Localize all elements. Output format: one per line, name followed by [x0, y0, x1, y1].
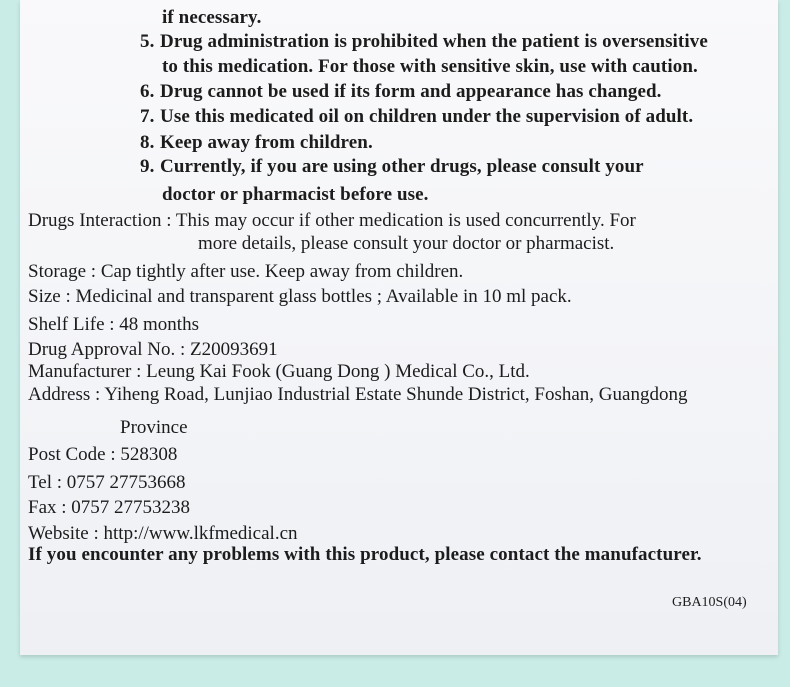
fax: Fax : 0757 27753238	[28, 497, 191, 518]
document-code: GBA10S(04)	[672, 595, 747, 610]
drug-approval-number: Drug Approval No. : Z20093691	[28, 339, 278, 360]
item-text: Keep away from children.	[160, 132, 373, 153]
address: Address : Yiheng Road, Lunjiao Industrial Estate Shunde District, Foshan, Guangdong	[28, 384, 688, 405]
leaflet-paper	[20, 0, 778, 655]
precaution-item-5-cont: to this medication. For those with sensitive skin, use with caution.	[162, 56, 698, 77]
manufacturer: Manufacturer : Leung Kai Fook (Guang Dong ) Medical Co., Ltd.	[28, 361, 530, 382]
shelf-life: Shelf Life : 48 months	[28, 314, 199, 335]
drug-interaction: Drugs Interaction : This may occur if other medication is used concurrently. For	[28, 210, 636, 231]
post-code: Post Code : 528308	[28, 444, 178, 465]
precaution-continuation: if necessary.	[162, 7, 262, 28]
item-number: 6.	[140, 81, 155, 102]
item-text: Use this medicated oil on children under the supervision of adult.	[160, 106, 694, 127]
drug-interaction-cont: more details, please consult your doctor or pharmacist.	[198, 233, 615, 254]
precaution-item-6	[140, 82, 662, 101]
item-number: 5.	[140, 31, 155, 52]
storage: Storage : Cap tightly after use. Keep away from children.	[28, 261, 464, 282]
item-number: 9.	[140, 156, 155, 177]
precaution-item-5	[140, 32, 708, 51]
item-text: Currently, if you are using other drugs, please consult your	[160, 156, 644, 177]
item-number: 7.	[140, 106, 155, 127]
item-number: 8.	[140, 132, 155, 153]
precaution-item-8	[140, 133, 373, 152]
size: Size : Medicinal and transparent glass bottles ; Available in 10 ml pack.	[28, 286, 572, 307]
precaution-item-7	[140, 107, 693, 126]
telephone: Tel : 0757 27753668	[28, 472, 186, 493]
address-cont: Province	[120, 417, 188, 438]
website: Website : http://www.lkfmedical.cn	[28, 523, 298, 544]
precaution-item-9	[140, 157, 644, 176]
precaution-item-9-cont: doctor or pharmacist before use.	[162, 184, 429, 205]
item-text: Drug cannot be used if its form and appearance has changed.	[160, 81, 662, 102]
contact-notice: If you encounter any problems with this product, please contact the manufacturer.	[28, 544, 702, 565]
item-text: Drug administration is prohibited when the patient is oversensitive	[160, 31, 708, 52]
